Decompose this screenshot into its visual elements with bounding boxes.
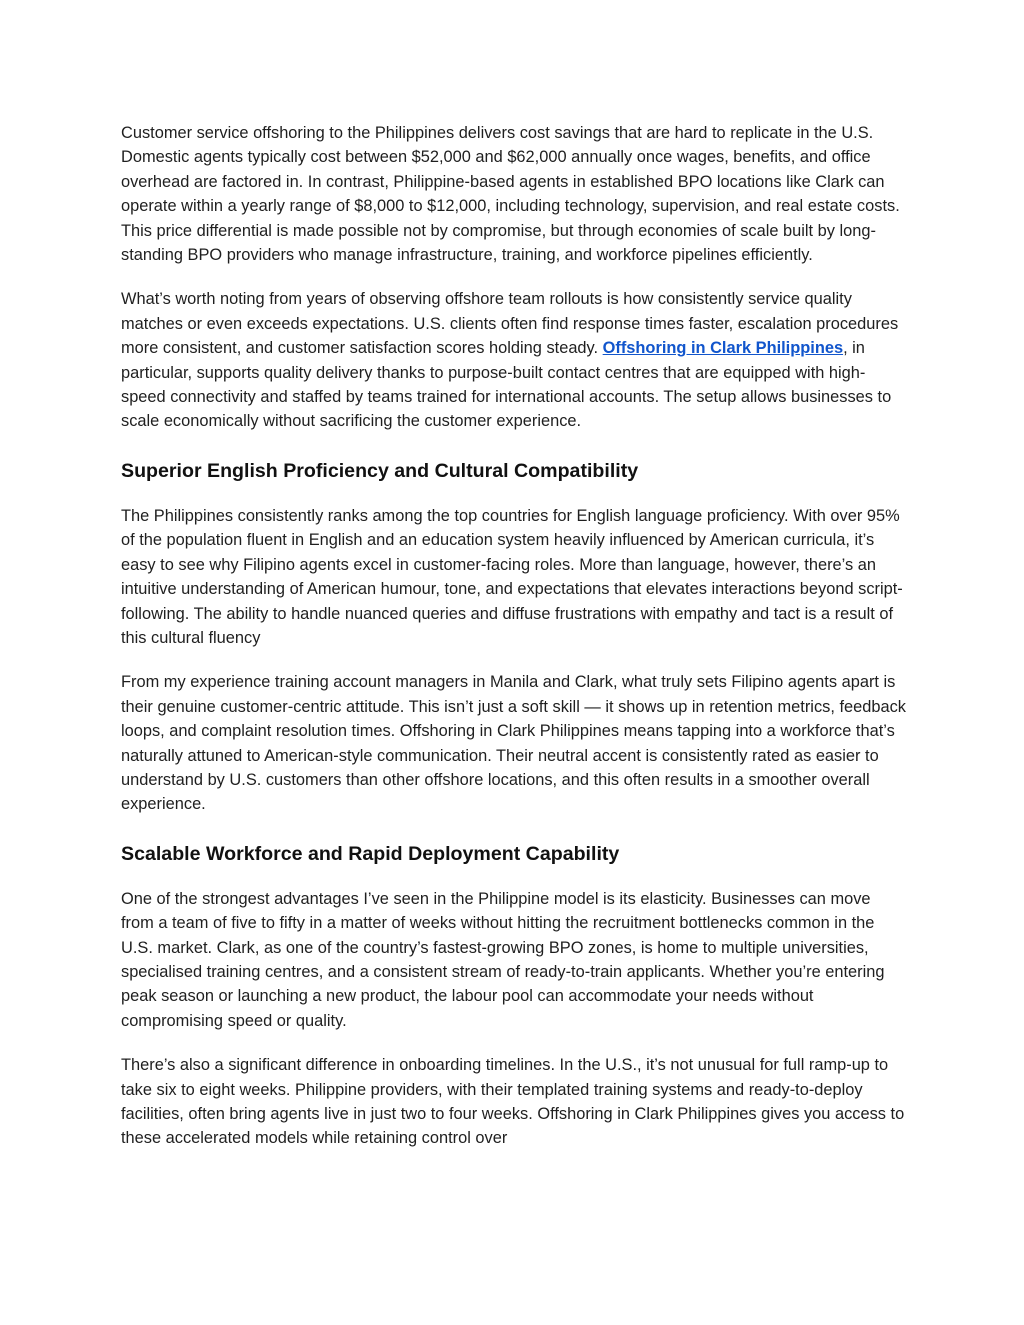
offshoring-clark-link[interactable]: Offshoring in Clark Philippines — [602, 339, 844, 358]
document-page — [121, 121, 906, 1171]
paragraph-customer-centric: From my experience training account managers in Manila and Clark, what truly sets Filipino agents apart is their genuine customer-centric attitude. This isn’t just a soft skill — it shows up in retention metrics, feedback loops, and complaint resolution times. Offshoring in Clark Philippines means tapping into a workforce that’s naturally attuned to American-style communication. Their neutral accent is consistently rated as easier to understand by U.S. customers than other offshore locations, and this often results in a smoother overall experience. — [121, 673, 906, 814]
paragraph-text-after-link: , in particular, supports quality delivery thanks to purpose-built contact centres that are equipped with high-speed connectivity and staffed by teams trained for international accounts. The setup allows businesses to scale economically without sacrificing the customer experience. — [121, 339, 892, 431]
paragraph-onboarding: There’s also a significant difference in onboarding timelines. In the U.S., it’s not unusual for full ramp-up to take six to eight weeks. Philippine providers, with their templated training systems and ready-to-deploy facilities, often bring agents live in just two to four weeks. Offshoring in Clark Philippines gives you access to these accelerated models while retaining control over — [121, 1056, 905, 1148]
paragraph-english-proficiency: The Philippines consistently ranks among the top countries for English language proficiency. With over 95% of the population fluent in English and an education system heavily influenced by American curricula, it’s easy to see why Filipino agents excel in customer-facing roles. More than language, however, there’s an intuitive understanding of American humour, tone, and expectations that elevates interactions beyond script-following. The ability to handle nuanced queries and diffuse frustrations with empathy and tact is a result of this cultural fluency — [121, 506, 903, 647]
paragraph-cost-savings: Customer service offshoring to the Philippines delivers cost savings that are hard to replicate in the U.S. Domestic agents typically cost between $52,000 and $62,000 annually once wages, benefits, and office overhead are factored in. In contrast, Philippine-based agents in established BPO locations like Clark can operate within a yearly range of $8,000 to $12,000, including technology, supervision, and real estate costs. This price differential is made possible not by compromise, but through economies of scale built by long-standing BPO providers who manage infrastructure, training, and workforce pipelines efficiently. — [121, 124, 900, 265]
heading-scalable-workforce: Scalable Workforce and Rapid Deployment Capability — [121, 842, 620, 865]
paragraph-elasticity: One of the strongest advantages I’ve seen in the Philippine model is its elasticity. Businesses can move from a team of five to fifty in a matter of weeks without hitting the recruitment bottlenecks common in the U.S. market. Clark, as one of the country’s fastest-growing BPO zones, is home to multiple universities, specialised training centres, and a consistent stream of ready-to-train applicants. Whether you’re entering peak season or launching a new product, the labour pool can accommodate your needs without compromising speed or quality. — [121, 889, 885, 1030]
heading-english-proficiency: Superior English Proficiency and Cultural Compatibility — [121, 459, 639, 482]
paragraph-text-before-link: What’s worth noting from years of observing offshore team rollouts is how consistently service quality matches or even exceeds expectations. U.S. clients often find response times faster, escalation procedures more consistent, and customer satisfaction scores holding steady. — [121, 290, 899, 358]
paragraph-service-quality — [121, 287, 906, 433]
